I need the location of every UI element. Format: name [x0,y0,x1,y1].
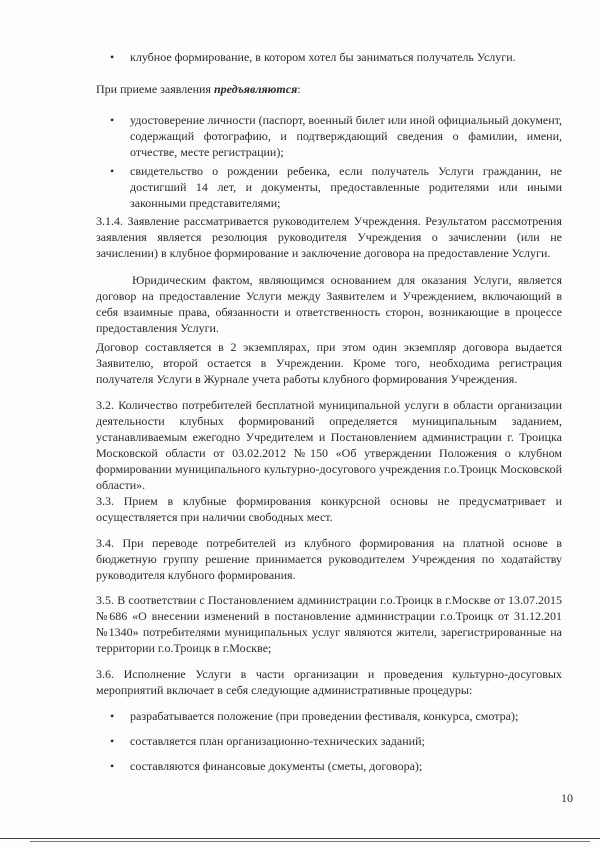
paragraph-3-3: 3.3. Прием в клубные формирования конкурсной основы не предусматривает и осуществляется при наличии свободных мест. [96,494,562,524]
bullet-marker: • [110,734,115,748]
paragraph-3-1-4: 3.1.4. Заявление рассматривается руководителем Учреждения. Результатом рассмотрения заявления является резолюция руководителя Учреждения о зачислении (или не зачислении) в клубное формирование и заключение договора на предоставление Услуги. [96,214,562,260]
bullet-marker: • [110,113,115,127]
page-number: 10 [561,791,573,805]
paragraph-contract: Договор составляется в 2 экземплярах, при этом один экземпляр договора выдается Заявителю, второй остается в Учреждении. Кроме того, необходима регистрация получателя Услуги в Журнале учета работы клубного формирования Учреждения. [96,340,562,386]
paragraph-3-5: 3.5. В соответствии с Постановлением администрации г.о.Троицк в г.Москве от 13.07.2015 №686 «О внесении изменений в постановление администрации г.о.Троицк от 31.12.201 №1340» потребителями муниципальных услуг являются жители, зарегистрированные на территории г.о.Троицк в г.Москве; [96,593,562,655]
presented-emphasis: предъявляются [213,82,298,96]
paragraph-3-6: 3.6. Исполнение Услуги в части организации и проведения культурно-досуговых мероприятий включает в себя следующие административные процедуры: [96,667,562,697]
bullet-birth-certificate: свидетельство о рождении ребенка, если получатель Услуги гражданин, не достигший 14 лет, и документы, предоставленные родителями или иными законными представителями; [130,164,562,210]
paragraph-3-2: 3.2. Количество потребителей бесплатной муниципальной услуги в области организации деятельности клубных формирований определяется муниципальным заданием, устанавливаемым ежегодно Учредителем и Постановлением администрации г. Троицка Московской области от 03.02.2012 №150 «Об утверждении Положения о клубном формировании муниципального культурно-досугового учреждения г.о.Троицк Московской области». [96,398,562,492]
paragraph-3-4: 3.4. При переводе потребителей из клубного формирования на платной основе в бюджетную группу решение принимается руководителем Учреждения по ходатайству руководителя клубного формирования. [96,536,562,582]
bullet-procedure-finance: составляются финансовые документы (сметы, договора); [130,759,423,773]
bullet-club-formation: клубное формирование, в котором хотел бы заниматься получатель Услуги. [130,50,516,64]
footer-divider [30,841,590,842]
bullet-marker: • [110,50,115,64]
paragraph-legal-fact: Юридическим фактом, являющимся основанием для оказания Услуги, является договор на предоставление Услуги между Заявителем и Учреждением, включающий в себя взаимные права, обязанности и ответственность сторон, возникающие в процессе предоставления Услуги. [96,273,562,335]
bullet-identity-document: удостоверение личности (паспорт, военный билет или иной официальный документ, содержащий фотографию, и подтверждающий сведения о фамилии, имени, отчестве, месте регистрации); [130,113,563,159]
bullet-procedure-regulation: разрабатывается положение (при проведении фестиваля, конкурса, смотра); [130,709,519,723]
footer-divider [0,838,600,839]
presented-intro: При приеме заявления [96,82,214,96]
bullet-marker: • [110,164,115,178]
presented-colon: : [297,82,301,96]
bullet-marker: • [110,709,115,723]
presented-intro-line [96,81,562,97]
bullet-procedure-plan: составляется план организационно-технических заданий; [130,734,425,748]
bullet-marker: • [110,759,115,773]
